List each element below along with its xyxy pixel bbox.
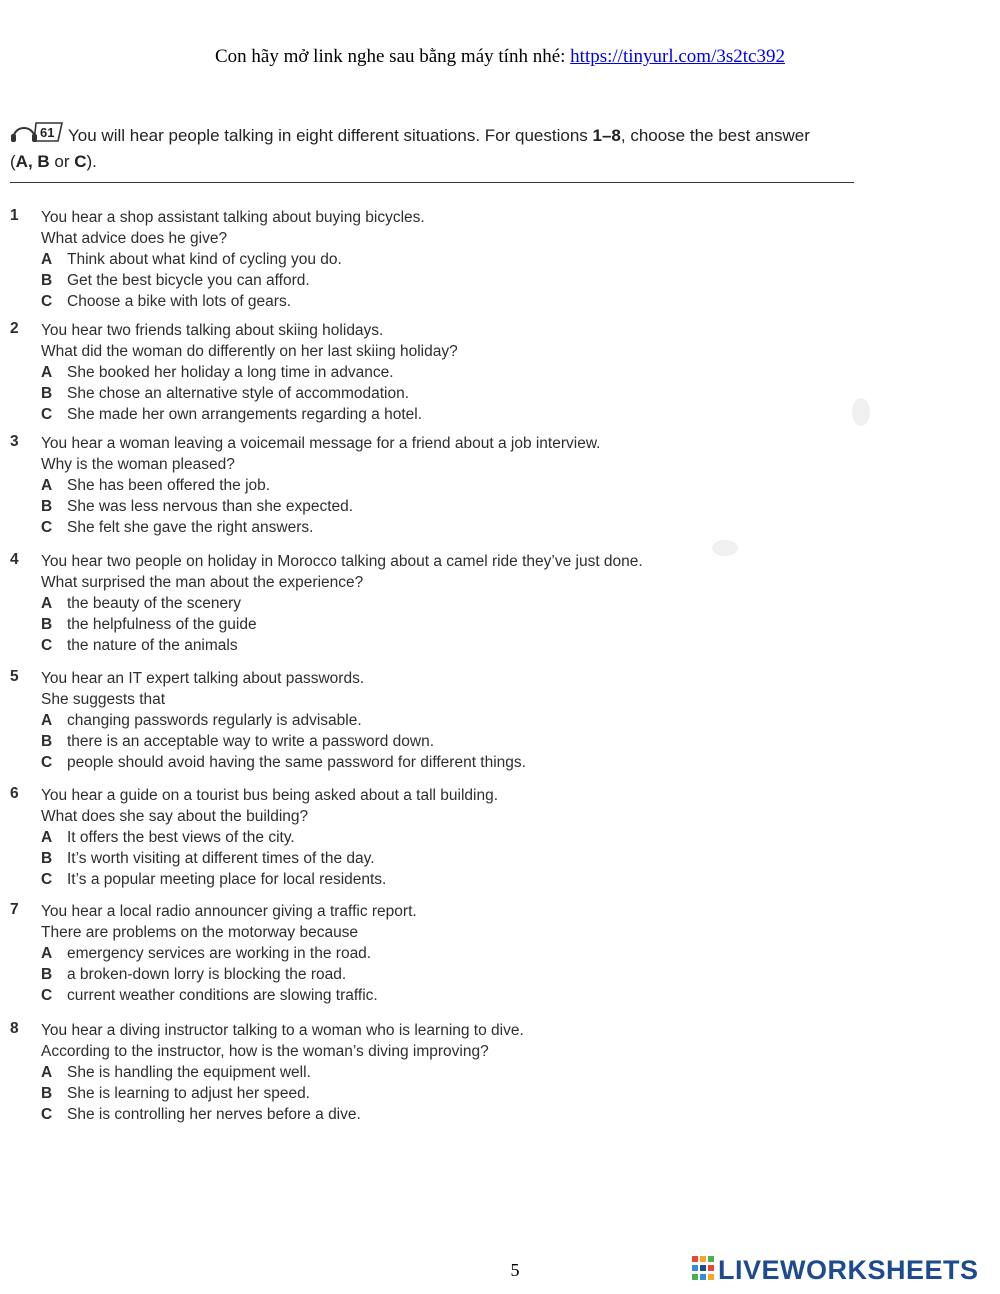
scan-smudge [852,398,870,426]
option-letter: B [41,616,53,633]
option-letter: C [41,987,53,1004]
option-letter: C [41,871,53,888]
question-1 [10,207,425,312]
question-8 [10,1020,524,1125]
question-stem: There are problems on the motorway because [41,924,359,941]
option-b[interactable] [41,1083,524,1104]
option-text: She chose an alternative style of accommodation. [67,385,410,402]
option-text: changing passwords regularly is advisable. [67,712,362,729]
option-letter: B [41,966,53,983]
option-letter: C [41,754,53,771]
option-letter: C [41,1106,53,1123]
option-b[interactable] [41,848,498,869]
option-text: the helpfulness of the guide [67,616,257,633]
question-stem: What did the woman do differently on her last skiing holiday? [41,343,458,360]
option-letter: B [41,1085,53,1102]
option-a[interactable] [41,710,526,731]
option-letter: C [41,293,53,310]
option-a[interactable] [41,475,600,496]
option-text: the nature of the animals [67,637,238,654]
question-context: You hear a woman leaving a voicemail message for a friend about a job interview. [41,435,601,452]
question-context: You hear an IT expert talking about passwords. [41,670,365,687]
question-stem: According to the instructor, how is the woman’s diving improving? [41,1043,489,1060]
question-context: You hear two friends talking about skiing holidays. [41,322,384,339]
option-text: emergency services are working in the road. [67,945,372,962]
option-letter: B [41,385,53,402]
option-text: She made her own arrangements regarding a hotel. [67,406,422,423]
option-letter: A [41,595,53,612]
option-text: It’s worth visiting at different times of the day. [67,850,375,867]
question-number: 3 [10,433,19,450]
option-a[interactable] [41,827,498,848]
instr-letter-c: C [74,152,87,171]
audio-link[interactable]: https://tinyurl.com/3s2tc392 [570,46,785,67]
headphones-icon [10,120,64,150]
option-letter: C [41,637,53,654]
option-text: She is controlling her nerves before a dive. [67,1106,361,1123]
option-c[interactable] [41,517,600,538]
question-number: 7 [10,901,19,918]
option-c[interactable] [41,291,425,312]
option-a[interactable] [41,1062,524,1083]
question-6 [10,785,498,890]
question-context: You hear a shop assistant talking about buying bicycles. [41,209,425,226]
question-number: 8 [10,1020,19,1037]
question-context: You hear a local radio announcer giving a traffic report. [41,903,417,920]
task-instructions [10,120,850,173]
option-b[interactable] [41,270,425,291]
question-stem: She suggests that [41,691,166,708]
option-letter: B [41,733,53,750]
question-stem: Why is the woman pleased? [41,456,235,473]
option-a[interactable] [41,593,643,614]
divider-rule [10,182,854,183]
option-letter: A [41,251,53,268]
option-letter: C [41,406,53,423]
option-letter: A [41,829,53,846]
option-b[interactable] [41,731,526,752]
option-c[interactable] [41,752,526,773]
option-letter: A [41,477,53,494]
option-text: the beauty of the scenery [67,595,242,612]
option-text: Get the best bicycle you can afford. [67,272,310,289]
question-number: 2 [10,320,19,337]
liveworksheets-logo-icon [692,1256,714,1285]
instr-paren-close: ). [86,152,97,171]
option-text: It’s a popular meeting place for local residents. [67,871,387,888]
question-stem: What does she say about the building? [41,808,309,825]
instr-paren-open: ( [10,152,16,171]
liveworksheets-brand[interactable] [692,1255,979,1285]
option-c[interactable] [41,404,458,425]
option-text: She booked her holiday a long time in advance. [67,364,394,381]
option-a[interactable] [41,362,458,383]
option-text: a broken-down lorry is blocking the road. [67,966,347,983]
instr-text-2: , choose the best answer [620,126,810,145]
option-text: She has been offered the job. [67,477,271,494]
option-c[interactable] [41,869,498,890]
option-a[interactable] [41,249,425,270]
link-note-text: Con hãy mở link nghe sau bằng máy tính nhé: [215,46,571,67]
question-context: You hear a guide on a tourist bus being asked about a tall building. [41,787,499,804]
option-a[interactable] [41,943,417,964]
option-text: Choose a bike with lots of gears. [67,293,292,310]
question-number: 4 [10,551,19,568]
question-stem: What advice does he give? [41,230,228,247]
option-letter: A [41,712,53,729]
question-context: You hear a diving instructor talking to a woman who is learning to dive. [41,1022,524,1039]
option-letter: A [41,945,53,962]
option-b[interactable] [41,383,458,404]
option-text: She felt she gave the right answers. [67,519,314,536]
option-letter: B [41,850,53,867]
option-c[interactable] [41,1104,524,1125]
option-b[interactable] [41,614,643,635]
question-2 [10,320,458,425]
instr-letters: A, B [15,152,50,171]
option-letter: B [41,498,53,515]
question-number: 6 [10,785,19,802]
option-c[interactable] [41,635,643,656]
option-b[interactable] [41,496,600,517]
question-4 [10,551,643,656]
option-letter: A [41,1064,53,1081]
option-text: Think about what kind of cycling you do. [67,251,342,268]
question-5 [10,668,526,773]
option-text: there is an acceptable way to write a password down. [67,733,435,750]
option-text: She was less nervous than she expected. [67,498,354,515]
option-text: people should avoid having the same password for different things. [67,754,526,771]
question-stem: What surprised the man about the experience? [41,574,364,591]
instr-or: or [49,152,75,171]
option-text: She is handling the equipment well. [67,1064,311,1081]
option-text: She is learning to adjust her speed. [67,1085,310,1102]
listening-link-note [0,46,1000,68]
question-context: You hear two people on holiday in Morocco talking about a camel ride they’ve just done. [41,553,643,570]
option-text: current weather conditions are slowing traffic. [67,987,378,1004]
option-letter: A [41,364,53,381]
track-number: 61 [40,125,55,140]
question-7 [10,901,417,1006]
option-b[interactable] [41,964,417,985]
option-c[interactable] [41,985,417,1006]
option-text: It offers the best views of the city. [67,829,295,846]
instr-range: 1–8 [592,126,621,145]
question-number: 1 [10,207,19,224]
question-3 [10,433,600,538]
option-letter: B [41,272,53,289]
scan-smudge [712,540,738,556]
page-number: 5 [510,1260,520,1280]
question-number: 5 [10,668,19,685]
instr-text-1: You will hear people talking in eight different situations. For questions [68,126,593,145]
option-letter: C [41,519,53,536]
brand-text: LIVEWORKSHEETS [718,1254,979,1285]
